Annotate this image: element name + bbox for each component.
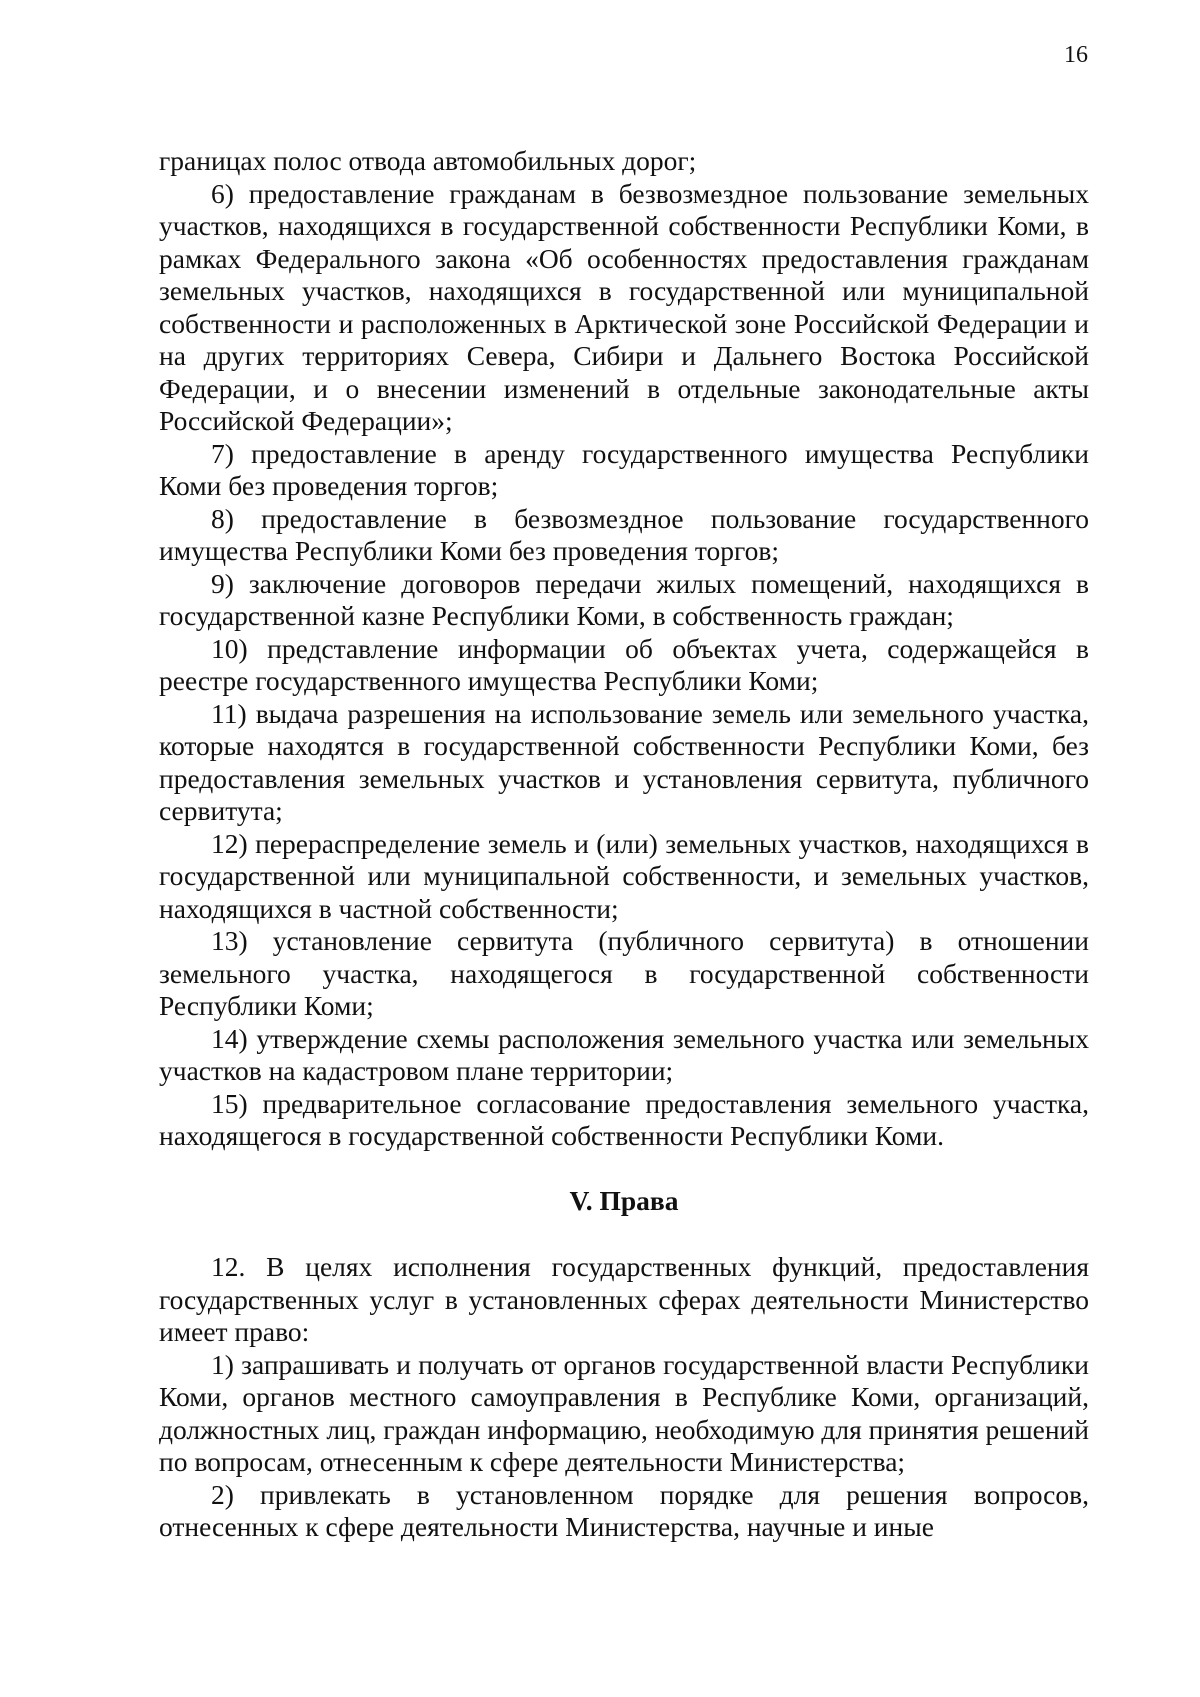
- clause-12: 12. В целях исполнения государственных функций, предоставления государственных услуг в установленных сферах деятельности Министерство имеет право:: [159, 1251, 1089, 1347]
- section-title: V. Права: [569, 1184, 679, 1216]
- right-item-2: 2) привлекать в установленном порядке для решения вопросов, отнесенных к сфере деятельности Министерства, научные и иные: [159, 1478, 1089, 1542]
- list-item-11: 11) выдача разрешения на использование земель или земельного участка, которые находятся в государственной собственности Республики Коми, без предоставления земельных участков и установления сервитута, публичного сервитута;: [159, 697, 1089, 826]
- list-item-9: 9) заключение договоров передачи жилых помещений, находящихся в государственной казне Республики Коми, в собственность граждан;: [159, 567, 1089, 631]
- document-body: [159, 145, 1089, 1544]
- list-item-8: 8) предоставление в безвозмездное пользование государственного имущества Республики Коми без проведения торгов;: [159, 502, 1089, 566]
- list-item-14: 14) утверждение схемы расположения земельного участка или земельных участков на кадастровом плане территории;: [159, 1022, 1089, 1086]
- list-item-15: 15) предварительное согласование предоставления земельного участка, находящегося в государственной собственности Республики Коми.: [159, 1087, 1089, 1151]
- list-item-6: 6) предоставление гражданам в безвозмездное пользование земельных участков, находящихся в государственной собственности Республики Коми, в рамках Федерального закона «Об особенностях предоставления гражданам земельных участков, находящихся в государственной или муниципальной собственности и расположенных в Арктической зоне Российской Федерации и на других территориях Севера, Сибири и Дальнего Востока Российской Федерации, и о внесении изменений в отдельные законодательные акты Российской Федерации»;: [159, 177, 1089, 436]
- right-item-1: 1) запрашивать и получать от органов государственной власти Республики Коми, органов местного самоуправления в Республике Коми, организаций, должностных лиц, граждан информацию, необходимую для принятия решений по вопросам, отнесенным к сфере деятельности Министерства;: [159, 1348, 1089, 1477]
- list-item-10: 10) представление информации об объектах учета, содержащейся в реестре государственного имущества Республики Коми;: [159, 632, 1089, 696]
- list-item-13: 13) установление сервитута (публичного сервитута) в отношении земельного участка, находящегося в государственной собственности Республики Коми;: [159, 925, 1089, 1021]
- page-number: 16: [1064, 42, 1088, 68]
- paragraph-intro: границах полос отвода автомобильных дорог;: [159, 145, 697, 176]
- list-item-7: 7) предоставление в аренду государственного имущества Республики Коми без проведения торгов;: [159, 437, 1089, 501]
- list-item-12: 12) перераспределение земель и (или) земельных участков, находящихся в государственной или муниципальной собственности, и земельных участков, находящихся в частной собственности;: [159, 827, 1089, 924]
